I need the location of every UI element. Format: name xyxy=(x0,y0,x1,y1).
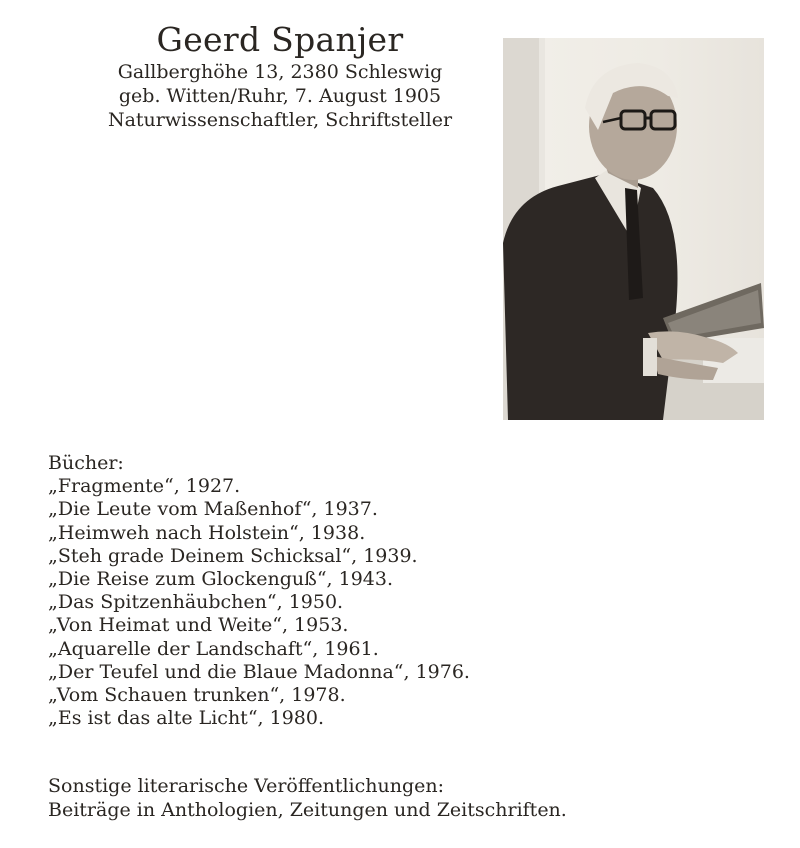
author-profession: Naturwissenschaftler, Schriftsteller xyxy=(107,109,453,131)
book-item: „Aquarelle der Landschaft“, 1961. xyxy=(48,637,379,660)
other-publications-section xyxy=(48,774,567,822)
book-item: „Vom Schauen trunken“, 1978. xyxy=(48,684,346,707)
books-list xyxy=(48,475,470,730)
author-birth: geb. Witten/Ruhr, 7. August 1905 xyxy=(118,85,442,107)
book-item: „Es ist das alte Licht“, 1980. xyxy=(48,707,325,730)
book-item: „Von Heimat und Weite“, 1953. xyxy=(48,614,349,637)
other-publications-text: Beiträge in Anthologien, Zeitungen und Zeitschriften. xyxy=(48,799,567,821)
book-item: „Die Reise zum Glockenguß“, 1943. xyxy=(48,568,394,591)
author-address: Gallberghöhe 13, 2380 Schleswig xyxy=(117,61,443,83)
author-photo xyxy=(503,38,764,420)
books-section xyxy=(48,452,470,730)
book-item: „Die Leute vom Maßenhof“, 1937. xyxy=(48,498,378,521)
book-item: „Der Teufel und die Blaue Madonna“, 1976. xyxy=(48,660,470,683)
author-header xyxy=(90,20,470,132)
author-name: Geerd Spanjer xyxy=(156,20,404,59)
book-item: „Heimweh nach Holstein“, 1938. xyxy=(48,521,366,544)
books-heading: Bücher: xyxy=(48,452,124,474)
book-item: „Das Spitzenhäubchen“, 1950. xyxy=(48,591,344,614)
book-item: „Steh grade Deinem Schicksal“, 1939. xyxy=(48,544,418,567)
book-item: „Fragmente“, 1927. xyxy=(48,475,241,498)
other-publications-heading: Sonstige literarische Veröffentlichungen: xyxy=(48,775,445,797)
